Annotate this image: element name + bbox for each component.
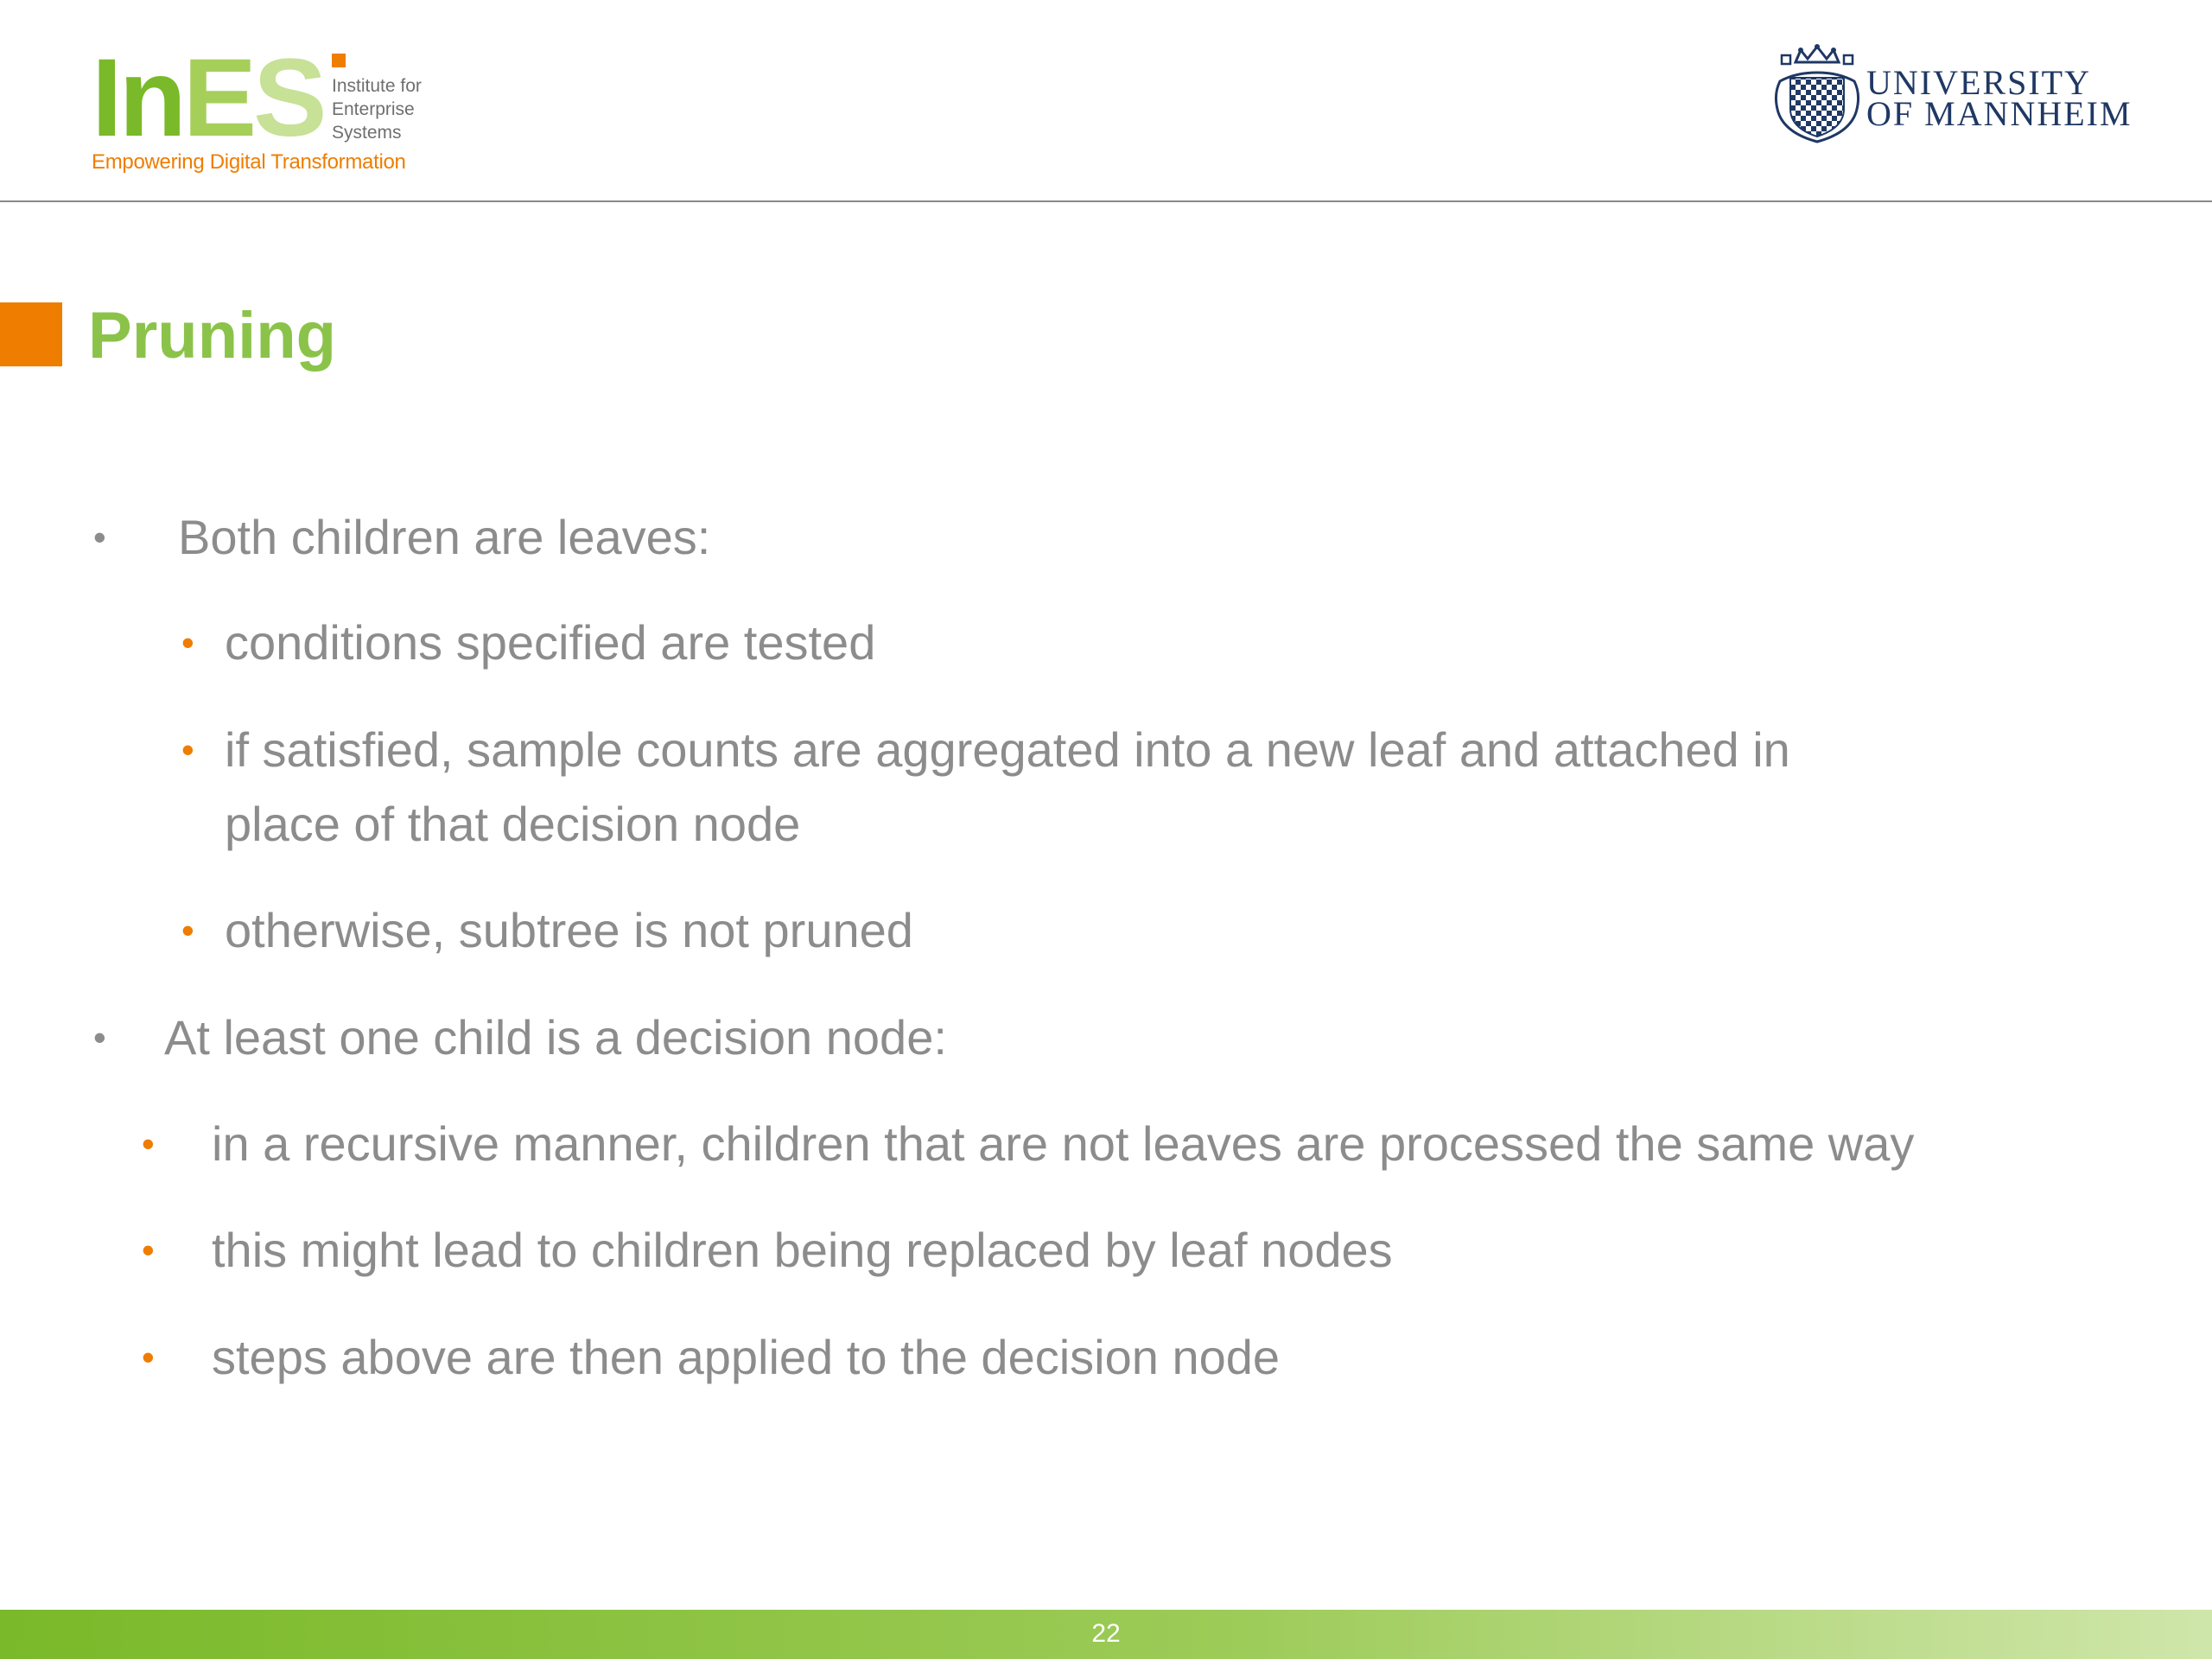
bullet-marker: • [181,910,194,950]
list-item: At least one child is a decision node: [164,1010,947,1065]
list-item: in a recursive manner, children that are not leaves are processed the same way [212,1116,1915,1171]
header-divider [0,200,2212,202]
ines-logo-square-icon [332,54,346,67]
list-item-continuation: place of that decision node [225,797,801,851]
ines-tagline: Empowering Digital Transformation [92,150,406,174]
list-item: steps above are then applied to the decision node [212,1330,1281,1384]
university-crest-icon [1770,43,1865,145]
list-item: conditions specified are tested [225,615,876,670]
title-marker [0,302,62,366]
university-logo [1770,43,2184,147]
ines-subtitle: Institute for Enterprise Systems [332,76,422,143]
list-item: otherwise, subtree is not pruned [225,903,913,957]
bullet-marker: • [142,1123,155,1164]
list-item: if satisfied, sample counts are aggregated into a new leaf and attached in [225,722,1790,777]
slide-footer [0,1610,2212,1659]
page-number: 22 [1091,1619,1121,1648]
bullet-marker: • [181,622,194,663]
bullet-marker: • [181,729,194,770]
university-name: UNIVERSITY OF MANNHEIM [1866,63,2133,133]
bullet-marker: • [93,1017,106,1058]
bullet-marker: • [142,1337,155,1377]
ines-wordmark: InES [92,36,324,160]
list-item: this might lead to children being replaced by leaf nodes [212,1223,1393,1277]
page-title: Pruning [88,299,337,372]
list-item: Both children are leaves: [178,510,711,564]
slide-header [0,0,2212,201]
bullet-marker: • [93,517,106,557]
bullet-marker: • [142,1230,155,1270]
ines-logo [92,36,437,178]
